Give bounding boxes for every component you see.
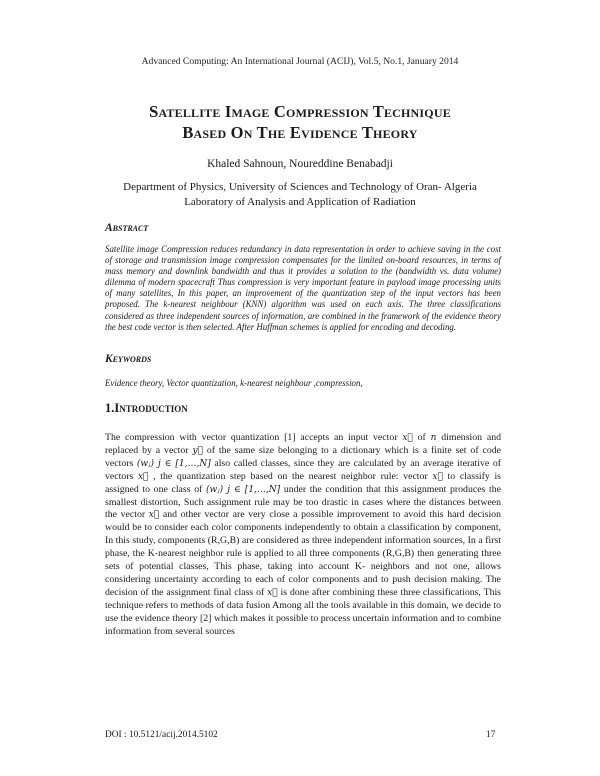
paper-title: [0, 101, 600, 143]
text-run: of the same size belonging to a dictionary which is a finite set of code vectors: [105, 444, 501, 469]
math-expression: (wⱼ) j ∈ [1,…,N]: [206, 484, 281, 495]
math-symbol: x⃗: [432, 471, 443, 482]
math-symbol: n: [430, 433, 437, 443]
title-line-1: Satellite Image Compression Technique: [149, 102, 451, 121]
keywords-heading: Keywords: [105, 353, 152, 365]
affiliation-line-1: Department of Physics, University of Sciences and Technology of Oran- Algeria: [123, 181, 477, 193]
math-expression: (wⱼ) j ∈ [1,…,N]: [136, 458, 211, 469]
page-number: 17: [486, 730, 496, 740]
text-run: under the condition that this assignment produces the smallest distortion, Such assignment rule may be too drastic in cases where the distances between the vector: [105, 483, 501, 521]
text-run: , the quantization step based on the nearest neighbor rule: vector: [148, 470, 433, 482]
text-run: dimension and replaced by a vector: [105, 432, 501, 456]
section-heading-introduction: 1.Introduction: [105, 401, 188, 415]
text-run: to classify is assigned to one class of: [105, 470, 501, 495]
math-symbol: x⃗: [137, 471, 149, 482]
author-list: Khaled Sahnoun, Noureddine Benabadji: [207, 158, 393, 170]
running-head: Advanced Computing: An International Journal (ACIJ), Vol.5, No.1, January 2014: [141, 56, 459, 67]
text-run: The compression with vector quantization [1] accepts an input vector: [105, 432, 403, 443]
math-symbol: y⃗: [192, 445, 203, 456]
affiliation-line-2: Laboratory of Analysis and Application of Radiation: [184, 195, 416, 208]
title-line-2: Based On The Evidence Theory: [182, 123, 418, 142]
math-symbol: x⃗: [148, 510, 160, 521]
math-symbol: x⃗: [267, 587, 278, 598]
introduction-paragraph: [105, 432, 501, 639]
affiliation: [0, 180, 600, 209]
math-symbol: x⃗: [402, 433, 413, 443]
footer-doi: DOI : 10.5121/acij.2014.5102: [105, 730, 218, 740]
keywords-text: Evidence theory, Vector quantization, k-nearest neighbour ,compression,: [105, 378, 363, 388]
text-run: of: [412, 432, 431, 443]
text-run: and other vector are very close a possible improvement to avoid this hard decision would be to consider each color components independently to obtain a classification by component, In this study, components (R,G,B) are considered as three independent information sources, In a first phase, the K-nearest neighbor rule is applied to all three components (R,G,B) then generating three sets of potential classes, This phase, taking into account K- neighbors and not one, allows considering uncertainty according to each of color components and to push decision making. The decision of the assignment final class of: [105, 509, 501, 598]
abstract-heading: Abstract: [105, 222, 149, 234]
introduction-body: [105, 432, 501, 639]
abstract-text: Satellite image Compression reduces redundancy in data representation in order to achieve saving in the cost of storage and transmission image compression compensates for the limited on-board resources, in terms of mass memory and downlink bandwidth and thus it provides a solution to the (bandwidth vs. data volume) dilemma of modern spacecraft Thus compression is very important feature in payload image processing units of many satellites, In this paper, an improvement of the quantization step of the input vectors has been proposed. The k-nearest neighbour (KNN) algorithm was used on each axis. The three classifications considered as three independent sources of information, are combined in the framework of the evidence theory the best code vector is then selected. After Huffman schemes is applied for encoding and decoding.: [105, 244, 501, 332]
text-run: is done after combining these three classifications, This technique refers to methods of data fusion Among all the tools available in this domain, we decide to use the evidence theory [2] which makes it possible to process uncertain information and to combine information from several sources: [105, 586, 501, 637]
text-run: also called classes, since they are calculated by an average iterative of vectors: [105, 457, 501, 482]
